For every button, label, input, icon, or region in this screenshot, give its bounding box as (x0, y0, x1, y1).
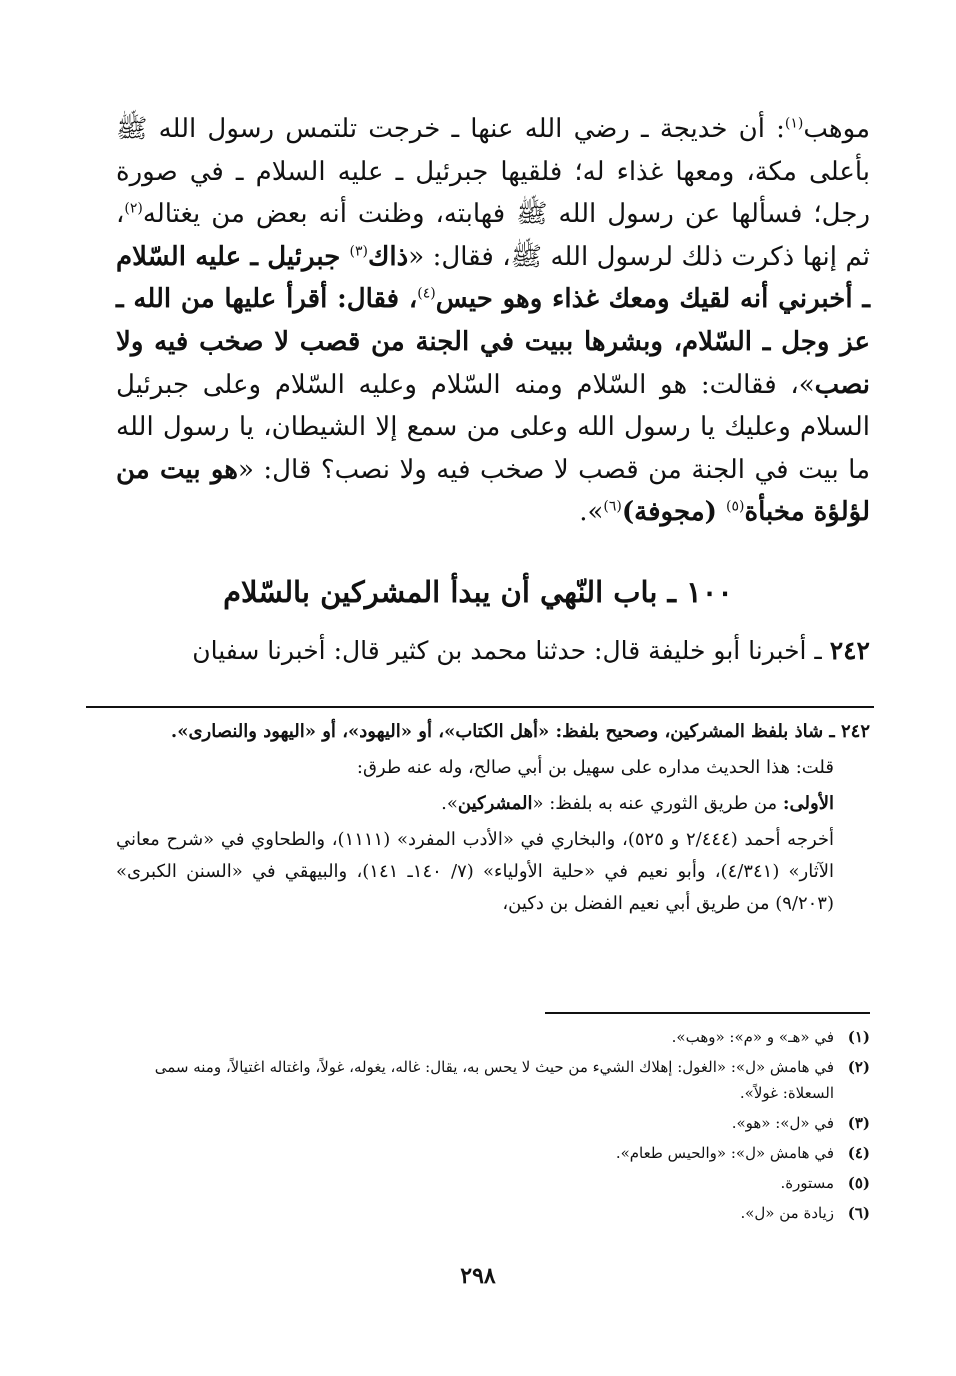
page-number: ٢٩٨ (460, 1263, 496, 1289)
commentary-paragraph: أخرجه أحمد (٢/٤٤٤ و ٥٢٥)، والبخاري في «الأدب المفرد» (١١١١)، والطحاوي في «شرح معاني الآثار» (٤/٣٤١)، وأبو نعيم في «حلية الأولياء» (٧/ ١٤٠ـ ١٤١)، والبيهقي في «السنن الكبرى» (٩/٢٠٣) من طريق أبي نعيم الفضل بن دكين، (116, 829, 835, 914)
bold-segment: جبرئيل ـ عليه السّلام ـ أخبرني أنه لقيك ومعك غذاء وهو حيس (116, 241, 870, 315)
bold-segment: هو بيت من لؤلؤة مخبأة (116, 454, 870, 528)
footnote-number: (٢) (847, 1058, 870, 1076)
footnote (116, 1024, 870, 1050)
bold-segment: (مجوفة) (621, 497, 727, 528)
footnote-number: (٥) (847, 1174, 870, 1192)
footnote-number: (١) (847, 1028, 870, 1046)
bold-segment: ذاك (368, 241, 409, 272)
chapter-title: ١٠٠ ـ باب النّهي أن يبدأ المشركين بالسّلام (223, 575, 733, 609)
commentary-paragraph: قلت: هذا الحديث مداره على سهيل بن أبي صالح، وله عنه طرق: (356, 757, 834, 778)
footnote-ref: (٦) (603, 498, 622, 515)
text-segment: ». (441, 793, 458, 814)
footnote-text: في «هـ» و «م»: «وهب». (671, 1028, 834, 1046)
hadith-number: ٢٤٢ (829, 636, 870, 665)
footnote-text: في هامش «ل»: «والحيس طعام». (615, 1144, 834, 1162)
footnote-text: زيادة من «ل». (740, 1204, 834, 1222)
footnote-number: (٤) (847, 1144, 870, 1162)
footnote (116, 1170, 870, 1196)
commentary (116, 716, 870, 924)
footnote (116, 1200, 870, 1226)
text-segment: ». (579, 497, 604, 528)
footnote-text: في هامش «ل»: «الغول: إهلاك الشيء من حيث لا يحس به، يقال: غاله، يغوله، غولاً، واغتاله اغتيالاً، ومنه سمى السعلاة: غولاً». (154, 1058, 834, 1102)
hadith-text: ـ أخبرنا أبو خليفة قال: حدثنا محمد بن كثير قال: أخبرنا سفيان (192, 636, 830, 665)
text-segment: ، ثم إنها ذكرت ذلك لرسول الله ﷺ، فقال: « (116, 199, 870, 272)
bold-segment: ، فقال: أقرأ عليها من الله ـ عز وجل ـ السّلام، وبشرها ببيت في الجنة من قصب لا صخب فيه ولا نصب (116, 284, 870, 400)
commentary-label: الأولى: (782, 793, 834, 814)
footnote-ref: (٥) (726, 498, 745, 515)
footnote-ref: (٤) (417, 285, 436, 302)
footnote-text: مستورة. (780, 1174, 834, 1192)
footnote (116, 1054, 870, 1106)
footnote-ref: (٣) (349, 243, 368, 260)
footnote (116, 1110, 870, 1136)
text-segment: : أن خديجة ـ رضي الله عنها ـ خرجت تلتمس رسول الله ﷺ بأعلى مكة، ومعها غذاء له؛ فلقيها جبرئيل ـ عليه السلام ـ في صورة رجل؛ فسألها عن رسول الله ﷺ فهابته، وظنت أنه بعض من يغتاله (116, 114, 870, 230)
commentary-paragraph (116, 788, 870, 820)
text-segment: موهب (803, 114, 870, 144)
commentary-heading: ٢٤٢ ـ شاذ بلفظ المشركين، وصحيح بلفظ: «أهل الكتاب»، أو «اليهود»، أو «اليهود والنصارى». (170, 721, 870, 742)
footnote-number: (٣) (847, 1114, 870, 1132)
footnote-ref: (٢) (124, 200, 143, 217)
bold-segment: المشركين (457, 793, 533, 814)
text-divider (86, 706, 874, 708)
footnotes-divider (545, 1012, 870, 1014)
footnote-text: في «ل»: «هو». (731, 1114, 834, 1132)
text-segment: »، فقالت: هو السّلام ومنه السّلام وعليه السّلام وعلى جبرئيل السلام وعليك يا رسول الله وعلى من سمع إلا الشيطان، يا رسول الله ما بيت في الجنة من قصب لا صخب فيه ولا نصب؟ قال: « (116, 369, 871, 485)
footnote (116, 1140, 870, 1166)
footnote-number: (٦) (847, 1204, 870, 1222)
main-text (116, 108, 870, 534)
footnote-ref: (١) (784, 115, 804, 132)
main-paragraph (116, 108, 870, 534)
footnotes (116, 1024, 870, 1230)
text-segment: من طريق الثوري عنه به بلفظ: « (532, 793, 783, 814)
hadith-line (116, 631, 870, 671)
